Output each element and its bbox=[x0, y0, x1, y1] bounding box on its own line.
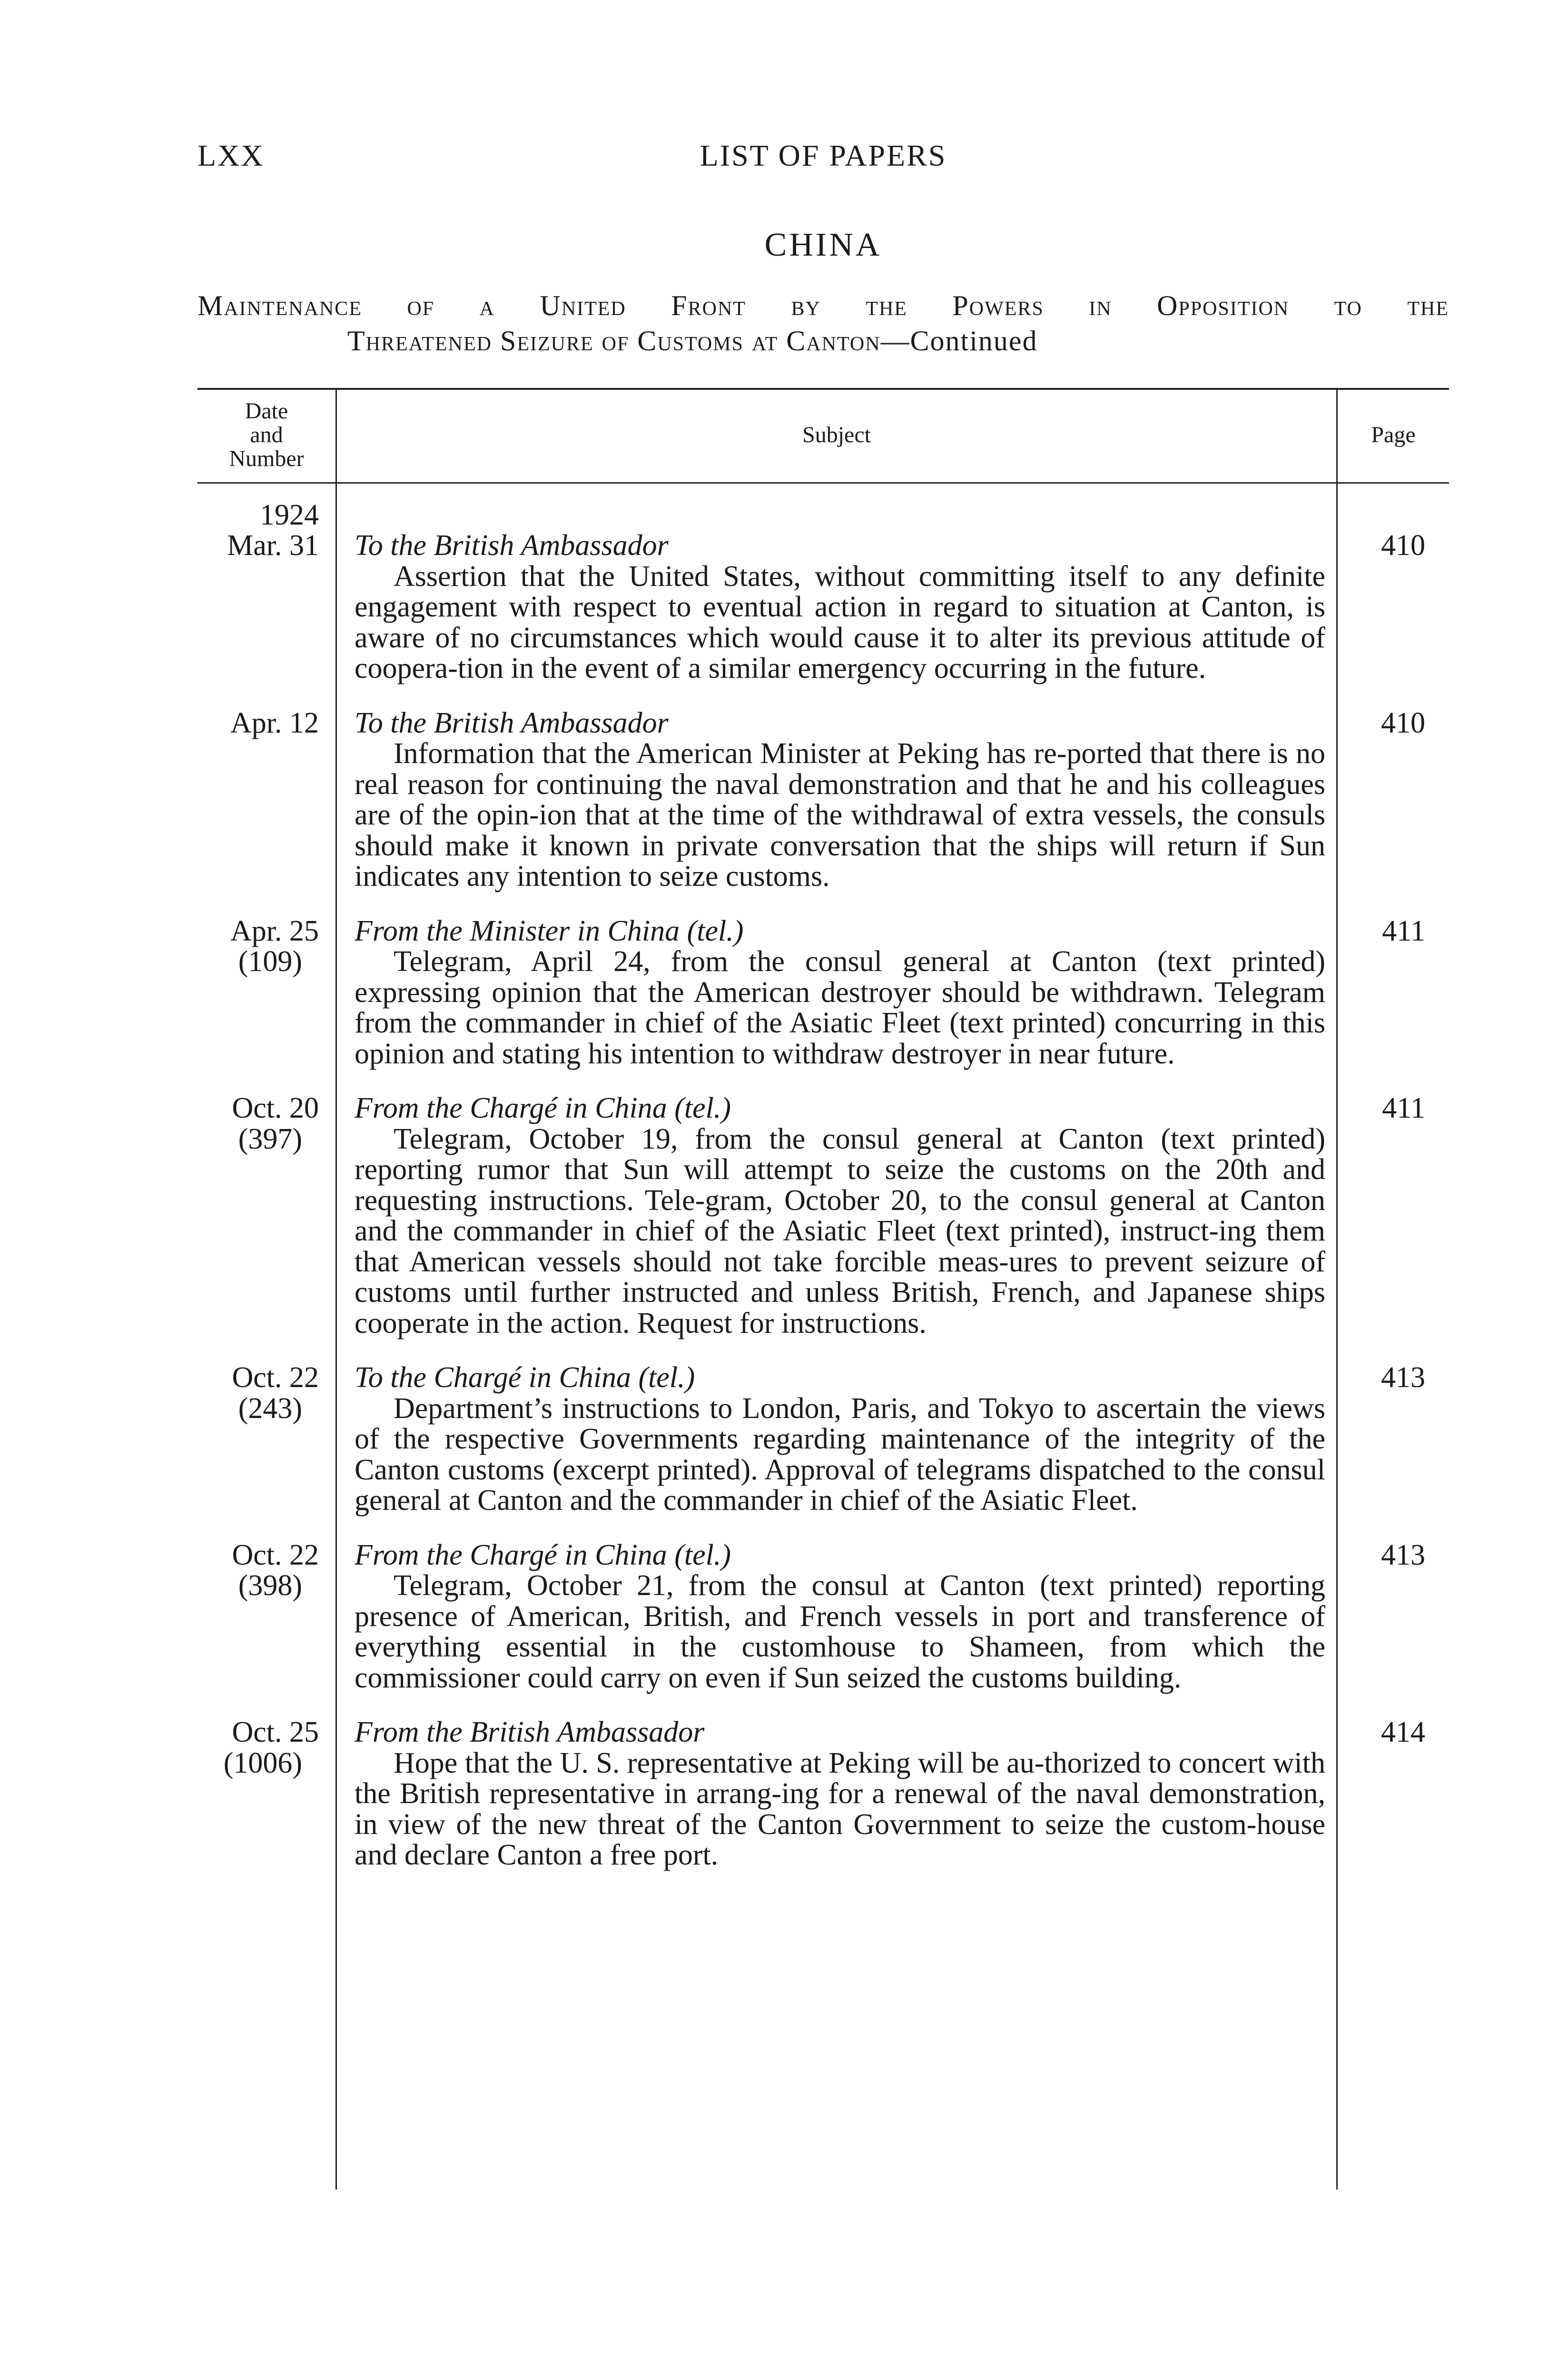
table-row bbox=[197, 1717, 1449, 1871]
entry-date-cell bbox=[197, 1362, 319, 1424]
papers-table bbox=[197, 388, 1449, 2202]
header-date-number bbox=[197, 388, 335, 482]
running-title: LIST OF PAPERS bbox=[700, 139, 947, 172]
entry-page: 413 bbox=[1381, 1361, 1425, 1394]
entry-number: (109) bbox=[238, 945, 302, 978]
country-heading: CHINA bbox=[764, 227, 882, 263]
entry-subject-cell bbox=[355, 708, 1325, 892]
entry-addressee: From the British Ambassador bbox=[355, 1716, 705, 1748]
section-continued: —Continued bbox=[880, 325, 1038, 357]
table-row bbox=[197, 916, 1449, 1070]
entry-date: Oct. 22 bbox=[232, 1361, 319, 1394]
entry-summary: Hope that the U. S. representative at Peking will be au-thorized to concert with the British representative in arrang-ing for a renewal of the naval demonstration, in view of the new threat of the Canton Government to seize the custom-house and declare Canton a free port. bbox=[355, 1746, 1325, 1871]
entry-page: 411 bbox=[1382, 914, 1425, 947]
entry-date-cell bbox=[197, 1717, 319, 1778]
entry-date-cell bbox=[197, 1093, 319, 1154]
page-folio: LXX bbox=[197, 139, 265, 172]
entry-subject-cell bbox=[355, 916, 1325, 1070]
entry-subject-cell bbox=[355, 1093, 1325, 1339]
entry-addressee: To the British Ambassador bbox=[355, 529, 669, 562]
section-heading bbox=[197, 288, 1449, 358]
entry-addressee: To the British Ambassador bbox=[355, 706, 669, 739]
entry-summary: Telegram, October 21, from the consul at Canton (text printed) reporting presence of American, British, and French vessels in port and transference of everything essential in the customhouse to Shameen, from which the commissioner could carry on even if Sun seized the customs building. bbox=[355, 1569, 1325, 1694]
entry-date: Oct. 20 bbox=[232, 1092, 319, 1124]
entry-summary: Assertion that the United States, without committing itself to any definite engagement with respect to eventual action in regard to situation at Canton, is aware of no circumstances which would cause it to alter its previous attitude of coopera-tion in the event of a similar emergency occurring in the future. bbox=[355, 560, 1325, 684]
section-heading-line-2-text: Threatened Seizure of Customs at Canton bbox=[347, 325, 881, 357]
entry-date: Oct. 25 bbox=[232, 1716, 319, 1748]
entry-page: 411 bbox=[1382, 1092, 1425, 1124]
entry-addressee: From the Chargé in China (tel.) bbox=[355, 1538, 731, 1571]
header-subject-label: Subject bbox=[802, 422, 871, 447]
entry-page: 413 bbox=[1381, 1538, 1425, 1571]
entry-date: Apr. 25 bbox=[230, 914, 319, 947]
entry-date-cell bbox=[197, 1540, 319, 1601]
table-entries bbox=[197, 500, 1449, 1871]
entry-date-cell bbox=[197, 916, 319, 977]
header-subject bbox=[337, 388, 1336, 482]
entry-date-cell bbox=[197, 530, 319, 561]
entry-summary: Department’s instructions to London, Paris, and Tokyo to ascertain the views of the respective Governments regarding maintenance of the integrity of the Canton customs (excerpt printed). Approval of telegrams dispatched to the consul general at Canton and the commander in chief of the Asiatic Fleet. bbox=[355, 1392, 1325, 1517]
table-header-rule bbox=[197, 482, 1449, 484]
entry-subject-cell bbox=[355, 1362, 1325, 1516]
entry-date: Apr. 12 bbox=[230, 706, 319, 739]
year-label: 1924 bbox=[260, 499, 319, 531]
entry-date: Oct. 22 bbox=[232, 1538, 319, 1571]
entry-summary: Telegram, April 24, from the consul general at Canton (text printed) expressing opinion that the American destroyer should be withdrawn. Telegram from the commander in chief of the Asiatic Fleet (text printed) concurring in this opinion and stating his intention to withdraw destroyer in near future. bbox=[355, 945, 1325, 1070]
entry-date-cell bbox=[197, 708, 319, 739]
section-heading-line-2 bbox=[197, 323, 1449, 358]
entry-number: (397) bbox=[238, 1122, 302, 1155]
section-heading-line-1: Maintenance of a United Front by the Powers in Opposition to the bbox=[197, 290, 1449, 321]
entry-number: (243) bbox=[238, 1392, 302, 1425]
table-row bbox=[197, 708, 1449, 892]
entry-date: Mar. 31 bbox=[227, 529, 319, 562]
table-row bbox=[197, 1093, 1449, 1339]
entry-addressee: From the Chargé in China (tel.) bbox=[355, 1092, 731, 1124]
entry-subject-cell bbox=[355, 530, 1325, 684]
header-page bbox=[1338, 388, 1449, 482]
entry-number: (398) bbox=[238, 1569, 302, 1602]
entry-page: 414 bbox=[1381, 1716, 1425, 1748]
header-date-number-label: Date and Number bbox=[229, 398, 304, 471]
table-row bbox=[197, 530, 1449, 684]
entry-summary: Telegram, October 19, from the consul general at Canton (text printed) reporting rumor that Sun will attempt to seize the customs on the 20th and requesting instructions. Tele-gram, October 20, to the consul general at Canton and the commander in chief of the Asiatic Fleet (text printed), instruct-ing them that American vessels should not take forcible meas-ures to prevent seizure of customs until further instructed and unless British, French, and Japanese ships cooperate in the action. Request for instructions. bbox=[355, 1122, 1325, 1339]
entry-summary: Information that the American Minister at Peking has re-ported that there is no real reason for continuing the naval demonstration and that he and his colleagues are of the opin-ion that at the time of the withdrawal of extra vessels, the consuls should make it known in private conversation that the ships will return if Sun indicates any intention to seize customs. bbox=[355, 737, 1325, 892]
entry-addressee: To the Chargé in China (tel.) bbox=[355, 1361, 695, 1394]
header-page-label: Page bbox=[1371, 422, 1416, 447]
table-row bbox=[197, 1362, 1449, 1516]
entry-addressee: From the Minister in China (tel.) bbox=[355, 914, 744, 947]
entry-page: 410 bbox=[1381, 529, 1425, 562]
entry-number: (1006) bbox=[223, 1746, 302, 1779]
entry-subject-cell bbox=[355, 1717, 1325, 1871]
running-head bbox=[197, 138, 1449, 181]
table-row bbox=[197, 1540, 1449, 1694]
entry-page: 410 bbox=[1381, 706, 1425, 739]
entry-subject-cell bbox=[355, 1540, 1325, 1694]
